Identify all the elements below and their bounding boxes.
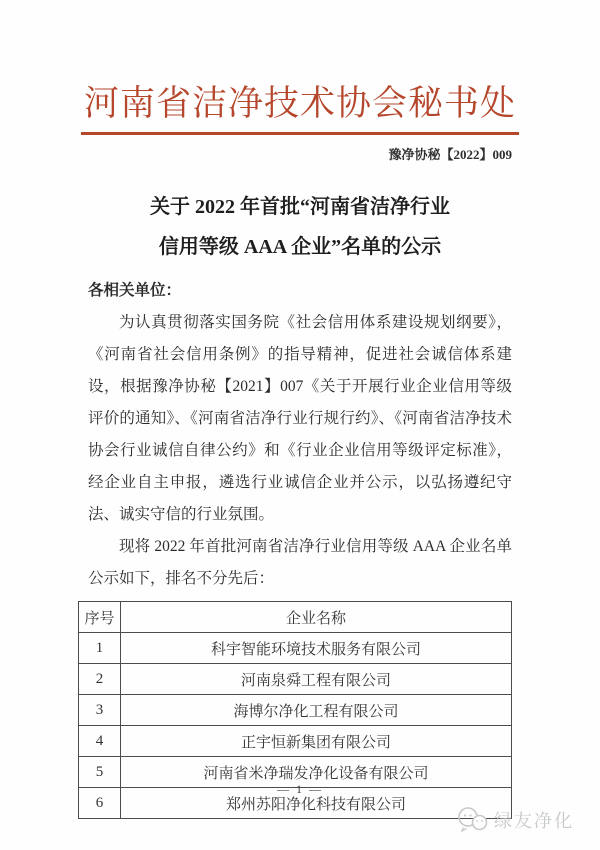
- header-company-name: 企业名称: [121, 602, 512, 633]
- table-row: [79, 695, 512, 726]
- table-row: [79, 726, 512, 757]
- row-company-name: 海博尔净化工程有限公司: [121, 695, 512, 726]
- table-header-row: [79, 602, 512, 633]
- row-serial-number: 3: [79, 695, 121, 726]
- row-company-name: 郑州苏阳净化科技有限公司: [121, 788, 512, 819]
- company-table-header: [79, 602, 512, 633]
- row-company-name: 科宇智能环境技术服务有限公司: [121, 633, 512, 664]
- row-serial-number: 1: [79, 633, 121, 664]
- paragraph-1: 为认真贯彻落实国务院《社会信用体系建设规划纲要》，《河南省社会信用条例》的指导精神，促进社会诚信体系建设，根据豫净协秘【2021】007《关于开展行业企业信用等级评价的通知》、《河南省洁净行业行规行约》、《河南省洁净技术协会行业诚信自律公约》和《行业企业信用等级评定标准》，经企业自主申报，遴选行业诚信企业并公示，以弘扬遵纪守法、诚实守信的行业氛围。: [88, 314, 512, 523]
- row-serial-number: 2: [79, 664, 121, 695]
- row-serial-number: 6: [79, 788, 121, 819]
- row-company-name: 河南省米净瑞发净化设备有限公司: [121, 757, 512, 788]
- row-serial-number: 4: [79, 726, 121, 757]
- wechat-icon: [456, 806, 490, 834]
- salutation: 各相关单位：: [88, 282, 182, 299]
- notice-title: [0, 187, 600, 267]
- table-row: [79, 664, 512, 695]
- row-company-name: 河南泉舜工程有限公司: [121, 664, 512, 695]
- document-number: 豫净协秘【2022】009: [388, 147, 512, 162]
- paragraph-2: 现将 2022 年首批河南省洁净行业信用等级 AAA 企业名单公示如下，排名不分先后：: [88, 538, 512, 587]
- notice-title-line1: 关于 2022 年首批“河南省洁净行业: [150, 196, 450, 218]
- row-serial-number: 5: [79, 757, 121, 788]
- letterhead: [0, 76, 600, 135]
- watermark-label: 绿友净化: [494, 811, 574, 831]
- row-company-name: 正宇恒新集团有限公司: [121, 726, 512, 757]
- letterhead-title: 河南省洁净技术协会秘书处: [81, 76, 519, 135]
- table-row: [79, 633, 512, 664]
- header-serial-number: 序号: [79, 602, 121, 633]
- notice-body: [88, 275, 512, 595]
- notice-title-line2: 信用等级 AAA 企业”名单的公示: [158, 236, 442, 258]
- watermark: [456, 806, 574, 834]
- page-number: — 1 —: [277, 782, 323, 796]
